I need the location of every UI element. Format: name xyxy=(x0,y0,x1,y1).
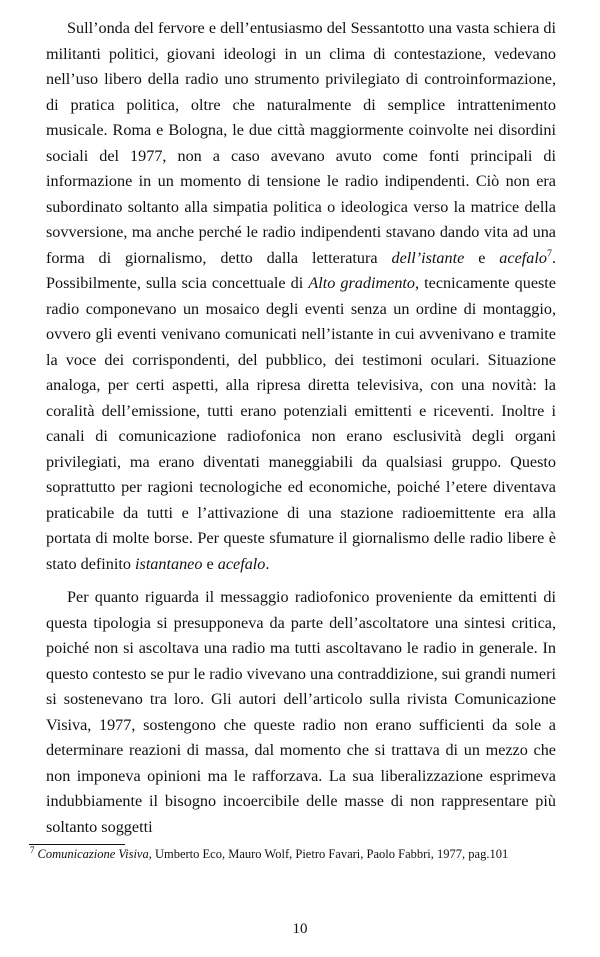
footnote xyxy=(30,846,570,862)
sentence-end: . xyxy=(265,554,270,573)
footnote-mark: 7 xyxy=(30,844,35,855)
paragraph-1-text: Sull’onda del fervore e dell’entusiasmo del Sessantotto una vasta schiera di militanti politici, giovani ideologi in un clima di contestazione, vedevano nell’uso libero della radio uno strumento privilegiato di controinformazione, di pratica politica, oltre che naturalmente di semplice intrattenimento musicale. Roma e Bologna, le due città maggiormente coinvolte nei disordini sociali del 1977, non a caso avevano avuto come fonti principali di informazione in un momento di tensione le radio indipendenti. Ciò non era subordinato soltanto alla simpatia politica o ideologica verso la matrice della sovversione, ma anche perché le radio indipendenti stavano dando vita ad una forma di giornalismo, detto dalla letteratura xyxy=(46,19,556,267)
page-number: 10 xyxy=(292,921,308,937)
paragraph-1 xyxy=(46,16,556,577)
footnote-reference[interactable]: 7 xyxy=(546,248,552,260)
italic-term-acefalo: acefalo xyxy=(217,554,266,573)
paragraph-1-text: , tecnicamente queste radio componevano un mosaico degli eventi senza un ordine di montaggio, ovvero gli eventi venivano comunicati nell’istante in cui avvenivano e tramite la voce dei corrispondenti, del pubblico, dei testimoni oculari. Situazione analoga, per certi aspetti, alla ripresa diretta televisiva, con una novità: la coralità dell’emissione, tutti erano potenziali emittenti e riceventi. Inoltre i canali di comunicazione radiofonica non erano esclusività degli organi privilegiati, ma erano diventati maneggiabili da qualsiasi gruppo. Questo soprattutto per ragioni tecnologiche ed economiche, poiché l’etere diventava praticabile da tutti e l’attivazione di una stazione radioemittente era alla portata di molte borse. Per queste sfumature il giornalismo delle radio libere è stato definito xyxy=(46,274,556,573)
footnote-source-title: Comunicazione Visiva xyxy=(37,847,149,861)
italic-term-istantaneo: istantaneo xyxy=(135,554,203,573)
paragraph-1-text: . Possibilmente, sulla scia concettuale di xyxy=(46,248,556,292)
footnote-separator xyxy=(29,844,125,845)
body-text xyxy=(46,16,556,840)
conjunction: e xyxy=(464,248,500,267)
italic-term-alto-gradimento: Alto gradimento xyxy=(308,274,416,292)
italic-term-dell-istante: dell’istante xyxy=(391,248,465,267)
conjunction: e xyxy=(202,554,218,573)
italic-term-acefalo: acefalo xyxy=(499,248,547,267)
paragraph-2: Per quanto riguarda il messaggio radiofonico proveniente da emittenti di questa tipologia si presupponeva da parte dell’ascoltatore una sintesi critica, poiché non si ascoltava una radio ma tutti ascoltavano le radio in generale. In questo contesto se pur le radio vivevano una contraddizione, sui grandi numeri si sostenevano tra loro. Gli autori dell’articolo sulla rivista Comunicazione Visiva, 1977, sostengono che queste radio non erano sufficienti da sole a determinare reazioni di massa, dal momento che si trattava di un mezzo che non imponeva opinioni ma le rafforzava. La sua liberalizzazione esprimeva indubbiamente il bisogno incoercibile delle masse di non rappresentare più soltanto soggetti xyxy=(46,588,556,836)
footnote-text: , Umberto Eco, Mauro Wolf, Pietro Favari, Paolo Fabbri, 1977, pag.101 xyxy=(148,847,509,861)
